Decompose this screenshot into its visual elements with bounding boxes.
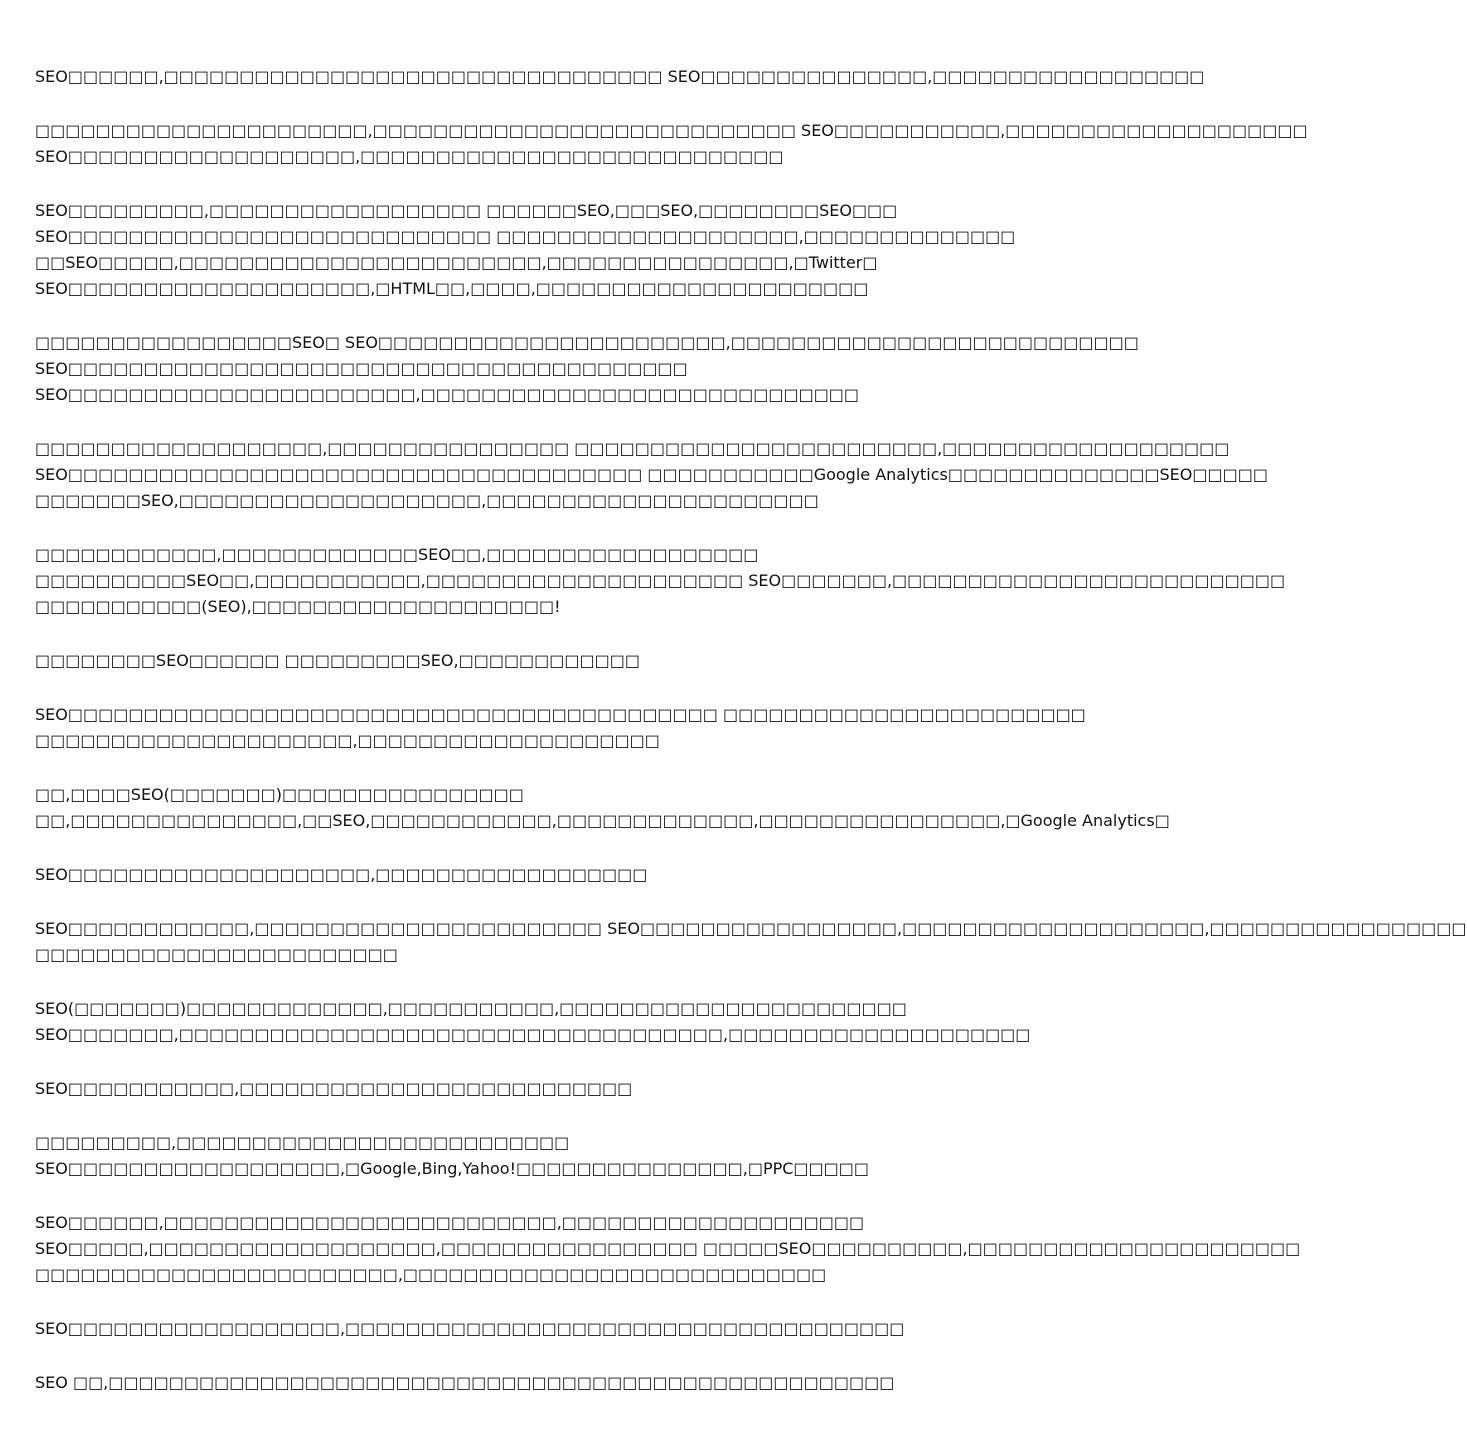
paragraph: [35, 118, 1308, 170]
text-line: □□□□□□□□□□□□□□□□□□□□□□□□: [35, 945, 398, 964]
document-body: [35, 64, 1467, 1424]
text-line: SEO□□□□□□□□□□□□□□□□□□□□,□□□□□□□□□□□□□□□□□□: [35, 865, 648, 884]
text-line: SEO□□□□□□,□□□□□□□□□□□□□□□□□□□□□□□□□□,□□□□□□□□□□□□□□□□□□□□: [35, 1213, 865, 1232]
text-line: SEO□□□□□□,□□□□□□□□□□□□□□□□□□□□□□□□□□□□□□□□□ SEO□□□□□□□□□□□□□□□,□□□□□□□□□□□□□□□□□□: [35, 67, 1205, 86]
paragraph: [35, 1130, 995, 1182]
text-line: □□,□□□□SEO(□□□□□□□)□□□□□□□□□□□□□□□□: [35, 785, 524, 804]
text-line: SEO□□□□□□□□□□□□□□□□□□□□□□□□□□□□□□□□□□□□□□ □□□□□□□□□□□Google Analytics□□□□□□□□□□□□□□SEO□□□□□: [35, 465, 1268, 484]
paragraph: [35, 782, 1170, 834]
text-line: SEO□□□□□□□□□□□□□□□□□□□□□□□□□□□□□□□□□□□□□□□□□: [35, 359, 688, 378]
text-line: SEO□□□□□□□,□□□□□□□□□□□□□□□□□□□□□□□□□□□□□□□□□□□□,□□□□□□□□□□□□□□□□□□□□: [35, 1025, 1031, 1044]
paragraph: [35, 1316, 995, 1342]
text-line: SEO□□□□□,□□□□□□□□□□□□□□□□□□□,□□□□□□□□□□□□□□□□□ □□□□□SEO□□□□□□□□□□,□□□□□□□□□□□□□□□□□□□□□□: [35, 1239, 1301, 1258]
paragraph: [35, 996, 1031, 1048]
text-line: SEO□□□□□□□□□□□□□□□□□□□,□□□□□□□□□□□□□□□□□□□□□□□□□□□□: [35, 147, 784, 166]
text-line: SEO□□□□□□□□□□□□□□□□□□□□□□□□□□□□ □□□□□□□□□□□□□□□□□□□□,□□□□□□□□□□□□□□: [35, 227, 1016, 246]
paragraph: [35, 198, 1016, 302]
paragraph: [35, 64, 1205, 90]
paragraph: [35, 1370, 995, 1396]
text-line: SEO□□□□□□□□□□□□□□□□□□□□□□□□□□□□□□□□□□□□□□□□□□□ □□□□□□□□□□□□□□□□□□□□□□□□: [35, 705, 1086, 724]
text-line: □□□□□□□□□□SEO□□,□□□□□□□□□□□,□□□□□□□□□□□□□□□□□□□□□ SEO□□□□□□□,□□□□□□□□□□□□□□□□□□□□□□□□□□: [35, 571, 1286, 590]
text-line: SEO□□□□□□□□□□□□□□□□□□,□□□□□□□□□□□□□□□□□□□□□□□□□□□□□□□□□□□□□: [35, 1319, 905, 1338]
text-line: □□□□□□□SEO,□□□□□□□□□□□□□□□□□□□□,□□□□□□□□□□□□□□□□□□□□□□: [35, 491, 819, 510]
text-line: SEO(□□□□□□□)□□□□□□□□□□□□□,□□□□□□□□□□□,□□□□□□□□□□□□□□□□□□□□□□□: [35, 999, 907, 1018]
paragraph: [35, 330, 1139, 408]
text-line: □□□□□□□□SEO□□□□□□ □□□□□□□□□SEO,□□□□□□□□□□□□: [35, 651, 640, 670]
text-line: □□□□□□□□□□□□□□□□□□□□□□□□,□□□□□□□□□□□□□□□□□□□□□□□□□□□□: [35, 1265, 827, 1284]
text-line: □□□□□□□□□□□□,□□□□□□□□□□□□□SEO□□,□□□□□□□□□□□□□□□□□□: [35, 545, 759, 564]
paragraph: [35, 862, 995, 888]
paragraph: [35, 1076, 995, 1102]
text-line: □□SEO□□□□□,□□□□□□□□□□□□□□□□□□□□□□□□,□□□□□□□□□□□□□□□□,□Twitter□: [35, 253, 878, 272]
text-line: SEO□□□□□□□□□□□□□□□□□□□□,□HTML□□,□□□□,□□□□□□□□□□□□□□□□□□□□□□: [35, 279, 869, 298]
paragraph: [35, 648, 995, 674]
text-line: SEO□□□□□□□□□□□□□□□□□□,□Google,Bing,Yahoo!□□□□□□□□□□□□□□□,□PPC□□□□□: [35, 1159, 870, 1178]
text-line: SEO□□□□□□□□□,□□□□□□□□□□□□□□□□□□ □□□□□□SEO,□□□SEO,□□□□□□□□SEO□□□: [35, 201, 898, 220]
text-line: SEO□□□□□□□□□□□□,□□□□□□□□□□□□□□□□□□□□□□□ SEO□□□□□□□□□□□□□□□□□,□□□□□□□□□□□□□□□□□□□□,□□□□□□□□□□□□□□□□□: [35, 919, 1467, 938]
paragraph: [35, 542, 1286, 620]
text-line: □□□□□□□□□□□□□□□□□□□,□□□□□□□□□□□□□□□□ □□□□□□□□□□□□□□□□□□□□□□□□,□□□□□□□□□□□□□□□□□□□: [35, 439, 1230, 458]
text-line: SEO□□□□□□□□□□□□□□□□□□□□□□□,□□□□□□□□□□□□□□□□□□□□□□□□□□□□□: [35, 385, 860, 404]
text-line: □□,□□□□□□□□□□□□□□□,□□SEO,□□□□□□□□□□□□,□□□□□□□□□□□□□,□□□□□□□□□□□□□□□□,□Google Analytics□: [35, 811, 1170, 830]
paragraph: [35, 916, 1467, 968]
text-line: SEO□□□□□□□□□□□,□□□□□□□□□□□□□□□□□□□□□□□□□□: [35, 1079, 633, 1098]
text-line: SEO □□,□□□□□□□□□□□□□□□□□□□□□□□□□□□□□□□□□□□□□□□□□□□□□□□□□□□□: [35, 1373, 895, 1392]
text-line: □□□□□□□□□□□(SEO),□□□□□□□□□□□□□□□□□□□□!: [35, 597, 561, 616]
paragraph: [35, 702, 1086, 754]
paragraph: [35, 436, 1268, 514]
text-line: □□□□□□□□□□□□□□□□□SEO□ SEO□□□□□□□□□□□□□□□□□□□□□□□,□□□□□□□□□□□□□□□□□□□□□□□□□□□: [35, 333, 1139, 352]
text-line: □□□□□□□□□,□□□□□□□□□□□□□□□□□□□□□□□□□□: [35, 1133, 570, 1152]
paragraph: [35, 1210, 1301, 1288]
text-line: □□□□□□□□□□□□□□□□□□□□□□,□□□□□□□□□□□□□□□□□□□□□□□□□□□□ SEO□□□□□□□□□□□,□□□□□□□□□□□□□□□□□□□□: [35, 121, 1308, 140]
text-line: □□□□□□□□□□□□□□□□□□□□□,□□□□□□□□□□□□□□□□□□□□: [35, 731, 660, 750]
